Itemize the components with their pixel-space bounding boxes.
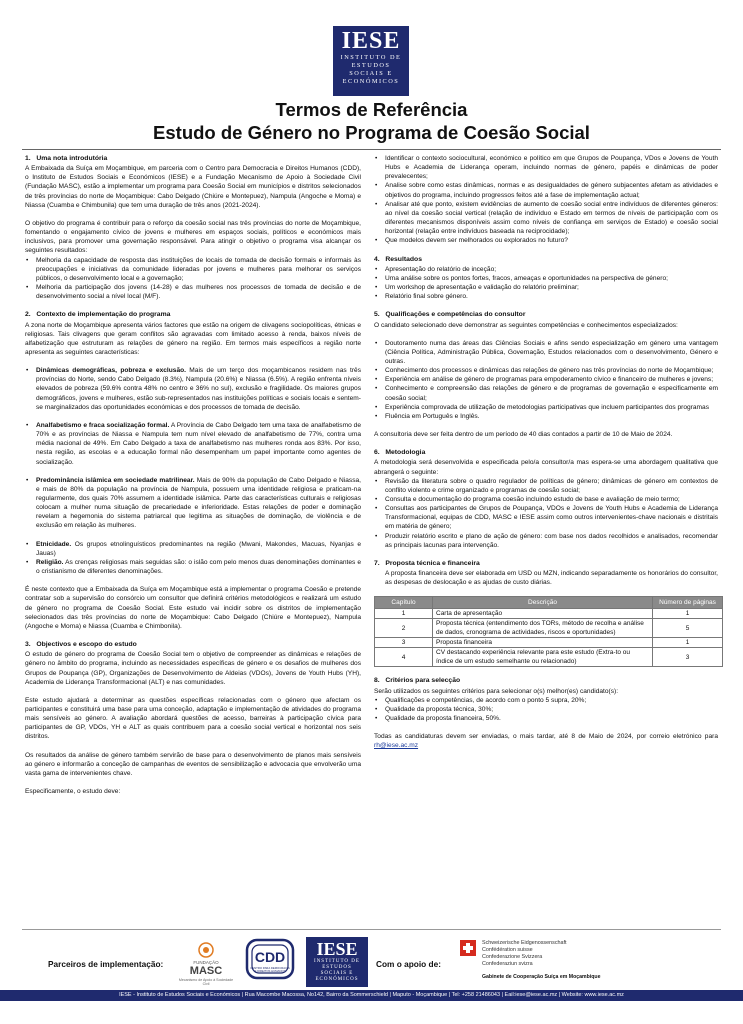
list-item: • Revisão da literatura sobre o quadro regulador de políticas de género; dinâmicas de género em contextos de conflito violento e crime organizado e programas de coesão social; — [374, 477, 718, 495]
table-cell: 1 — [653, 638, 723, 648]
section-heading-6: 6. Metodologia — [374, 449, 426, 457]
document-subtitle: Estudo de Género no Programa de Coesão Social — [153, 122, 590, 143]
paragraph: A zona norte de Moçambique apresenta vários factores que estão na origem de clivagens sociopolíticas, étnicas e religiosas. Tais clivagens que geram conflitos são agravadas com limitado acesso à renda, baixos níveis de alfabetização que estruturam as relações de género na região. Em termos mais específicos a região norte apresenta as seguintes características: — [25, 321, 361, 356]
list-item — [25, 558, 361, 576]
list-item — [25, 476, 361, 531]
list-item: • Doutoramento numa das áreas das Ciências Sociais e afins sendo especialização em género uma vantagem (Ciência Política, Administração Pública, Governação, Estudos relacionados com o desenvolvimento, Género e outras. — [374, 339, 718, 366]
contact-footer: IESE - Instituto de Estudos Sociais e Económicos | Rua Macombe Macossa, No142, Bairro da Sommerschield | Maputo - Moçambique | Tel: +258 21486043 | Eail:iese@iese.ac.mz | Website: www.iese.ac.mz — [0, 990, 743, 1001]
table-cell: 1 — [653, 609, 723, 619]
item-text: A Província de Cabo Delgado tem uma taxa de analfabetismo de 70% e as províncias de Niassa e Nampula tem num nível elevado de analfabetismo de 77%, contra uma média nacional de 49%. Em Cabo Delgado a taxa de analfabetismo nas mulheres ronda aos 83%. Por isso, nesta região, as escolas e a educação formal não desempenham um papel importante como agentes de socialização. — [36, 421, 361, 466]
list-item — [25, 540, 361, 558]
title-rule — [22, 149, 721, 150]
partners-separator — [22, 929, 721, 930]
item-lead: Religião. — [36, 558, 64, 566]
list-item: • Relatório final sobre género. — [374, 292, 718, 301]
iese-acronym: IESE — [316, 939, 358, 959]
section-heading-2: 2. Contexto de implementação do programa — [25, 311, 171, 319]
methodology-list — [374, 477, 718, 550]
paragraph: A Embaixada da Suíça em Moçambique, em parceria com o Centro para Democracia e Direitos Humanos (CDD), o Instituto de Estudos Sociais e Económicos (IESE) e a Fundação Mecanismo de Apoio à Sociedade Civil (Fundação MASC), estão a implementar um programa para Coesão Social em municípios e distritos selecionados de três províncias do norte de Moçambique: Cabo Delgado (Chiúre e Montepuez), Nampula (Angoche e Moma) e Niassa (Cuamba e Chimbunila) que tem uma duração de três anos (2021-2024). — [25, 165, 361, 209]
list-item: • Qualificações e competências, de acordo com o ponto 5 supra, 20%; — [374, 696, 718, 705]
list-item: • Experiência em análise de género de programas para empoderamento cívico e financeiro de mulheres e jovens; — [374, 375, 718, 384]
item-lead: Predominância islâmica em sociedade matrilinear. — [36, 476, 195, 484]
paragraph: O objetivo do programa é contribuir para o reforço da coesão social nas três províncias do norte de Moçambique, fomentando o engajamento cívico de jovens e mulheres em espaços sociais, políticos e económicos mais inclusivos, para promover uma governação responsável. Para atingir o objetivo o programa visa alcançar os seguintes resultados: — [25, 219, 361, 255]
item-lead: Etnicidade. — [36, 540, 72, 548]
paragraph: A metodologia será desenvolvida e especificada pelo/a consultor/a mas espera-se uma abordagem qualitativa que abrangerá o seguinte: — [374, 459, 718, 476]
item-text: Os grupos etnolinguísticos predominantes na região (Mwani, Makondes, Macuas, Nyanjas e Jauas) — [36, 540, 361, 557]
section-heading-1: 1. Uma nota introdutória — [25, 155, 108, 162]
cdd-logo — [244, 938, 296, 984]
characteristics-list — [25, 366, 361, 576]
list-item: • Melhoria da capacidade de resposta das instituições de locais de tomada de decisão formais e informais às preocupações e iniciativas da comunidade lideradas por jovens e mulheres para melhorar os serviços públicos, o desenvolvimento local e a governação; — [25, 256, 361, 283]
logo-line: ESTUDOS — [351, 62, 391, 69]
list-item: • Fluência em Português e Inglês. — [374, 412, 718, 421]
logo-acronym: IESE — [341, 28, 401, 54]
swiss-flag-icon — [460, 940, 476, 956]
table-cell: 3 — [653, 648, 723, 667]
section-heading-4: 4. Resultados — [374, 255, 422, 263]
selection-criteria-list — [374, 696, 718, 723]
table-cell: Proposta técnica (entendimento dos TORs, método de recolha e análise de dados, cronograma de actividades, riscos e oportunidades) — [433, 619, 653, 638]
paragraph: A consultoria deve ser feita dentro de um período de 40 dias contados a partir de 10 de Maio de 2024. — [374, 431, 673, 439]
proposal-table — [374, 596, 723, 667]
paragraph: Especificamente, o estudo deve: — [25, 788, 121, 796]
table-row — [375, 648, 723, 667]
iese-line: INSTITUTO DE — [314, 959, 360, 964]
section-heading-7: 7. Proposta técnica e financeira — [374, 559, 480, 567]
swiss-line: Schweizerische Eidgenossenschaft — [482, 940, 567, 946]
list-item: • Qualidade da proposta financeira, 50%. — [374, 714, 718, 723]
paragraph: Serão utilizados os seguintes critérios para selecionar o(s) melhor(es) candidato(s): — [374, 687, 619, 695]
iese-line: SOCIAIS E — [320, 971, 354, 976]
deadline-text: Todas as candidaturas devem ser enviadas, o mais tardar, até 8 de Maio de 2024, por correio eletrónico para — [374, 733, 718, 741]
swiss-line: Confederaziun svizra — [482, 961, 533, 967]
swiss-line: Confederazione Svizzera — [482, 954, 543, 960]
logo-line: SOCIAIS E — [349, 70, 393, 77]
list-item: • Identificar o contexto sociocultural, económico e político em que Grupos de Poupança, VDos e Jovens de Youth Hubs e Academia de Liderança operam, incluindo normas de género, papéis e dinâmicas de poder prevalecentes; — [374, 154, 718, 181]
table-cell: CV destacando experiência relevante para este estudo (Extra-to ou índice de um estudo semelhante ou relacionado) — [433, 648, 653, 667]
paragraph — [374, 732, 718, 750]
item-lead: Dinâmicas demográficas, pobreza e exclusão. — [36, 367, 186, 375]
list-item: • Melhoria da participação dos jovens (14-28) e das mulheres nos processos de tomada de decisão e de desenvolvimento social a nível local (M/F). — [25, 283, 361, 301]
paragraph: É neste contexto que a Embaixada da Suíça em Moçambique está a implementar o programa Coesão e pretende contratar sob a supervisão do consórcio um consultor que defínirá critérios metodológicos e realizará um estudo de género no programa de Coesão Social. Este estudo vai incidir sobre os distritos de implementação selecionados das três províncias do norte de Moçambique: Cabo Delgado (Chiúre e Montepuez), Nampula (Angoche e Moma) e Niassa (Cuamba e Chimbonila). — [25, 586, 361, 630]
list-item: • Apresentação do relatório de inceção; — [374, 265, 718, 274]
item-text: Mais de um terço dos moçambicanos residem nas três províncias do Norte, sendo Cabo Delgado (8.3%), Nampula (20.6%) e Niassa (6.5%). A região enfrenta níveis elevados de pobreza (59.6% contra 48% no centro e 36% no sul), exclusão e fragilidade. Os maiores grupos demográficos, jovens e mulheres, estão sub-representados nas instituições políticas e sociais locais e sentem-se marginalizados das oportunidades económicas e dos processos de tomada de decisão. — [36, 367, 361, 411]
cdd-tagline: CENTRO PARA DEMOCRACIA E DIREITOS HUMANOS — [250, 966, 290, 974]
logo-line: ECONÓMICOS — [342, 78, 400, 85]
table-cell: Carta de apresentação — [433, 609, 653, 619]
right-column — [374, 154, 718, 751]
document-title: Termos de Referência — [275, 99, 468, 120]
left-column — [25, 154, 361, 796]
swiss-line: Confédération suisse — [482, 947, 533, 953]
column-header: Capítulo — [375, 597, 433, 609]
partners-strip — [0, 936, 743, 988]
support-label: Com o apoio de: — [376, 959, 441, 969]
deliverables-list — [374, 265, 718, 302]
swiss-cooperation-logo — [456, 938, 626, 984]
item-text: Mais de 90% da população de Cabo Delgado e Niassa, e mais de 80% da população na província de Nampula, possuem uma identidade religiosa e praticam-na regularmente, dos quais 70% assumem a identidade islâmica. Parte das características culturais e religiosas colocam a mulher numa situação de precariedade e inferioridade. Estas relações de poder e dominação revelam a hegemonia do sistema patriarcal que legitima as situações de dominação, de violência e de exclusão em relação às mulheres. — [36, 476, 361, 530]
list-item: • Um workshop de apresentação e validação do relatório preliminar; — [374, 283, 718, 292]
table-row — [375, 619, 723, 638]
list-item — [25, 366, 361, 412]
item-lead: Analfabetismo e fraca socialização formal. — [36, 421, 170, 429]
list-item: • Uma análise sobre os pontos fortes, fracos, ameaças e oportunidades na perspectiva de género; — [374, 274, 718, 283]
list-item: • Analise sobre como estas dinâmicas, normas e as desigualdades de género subjacentes afetam as atividades e objetivos do programa, incluindo progressos feitos até a fase de implementação actual; — [374, 181, 718, 199]
list-item: • Analisar até que ponto, existem evidências de aumento de coesão social entre indivíduos de diferentes géneros: ao nível da coesão social vertical (relação de indivíduo e Estado em termos de níveis de participação com os diferentes mecanismos disponíveis assim como níveis de confiança em serviços de Estado) e coesão social horizontal (relação entre indivíduos baseada na reciprocidade); — [374, 200, 718, 237]
list-item: • Conhecimento dos processos e dinâmicas das relações de género nas três províncias do norte de Moçambique; — [374, 366, 718, 375]
table-cell: 5 — [653, 619, 723, 638]
masc-tagline: Mecanismo de Apoio à Sociedade Civil — [178, 978, 234, 986]
paragraph: A proposta financeira deve ser elaborada em USD ou MZN, indicando separadamente os honorários do consultor, as despesas de deslocação e as ajudas de custo diárias. — [385, 570, 718, 587]
results-list — [25, 256, 361, 302]
table-row — [375, 638, 723, 648]
list-item: • Experiência comprovada de utilização de metodologias participativas que incluem participantes dos programas — [374, 403, 718, 412]
table-cell: Proposta financeira — [433, 638, 653, 648]
section-heading-5: 5. Qualificações e competências do consultor — [374, 311, 526, 319]
paragraph: Este estudo ajudará a determinar as questões específicas relacionadas com o género que afectam os participantes e constituirá uma base para uma conceção, adaptação e implementação de atividades do programa mais sensíveis ao género. A avaliação abordará questões de acesso, barreiras à participação cívica para participantes de GP, VDOs, YH e ALT as quais contribuem para a coesão social vertical e horizontal nos seis distritos. — [25, 696, 361, 741]
swiss-office: Gabinete de Cooperação Suíça em Moçambique — [482, 974, 601, 980]
paragraph: Os resultados da análise de género também servirão de base para o desenvolvimento de planos mais sensíveis ao género e informarão a conceção de campanhas de eventos de sensibilização e advocacia que envolverão uma vasta gama de intervenientes chave. — [25, 751, 361, 777]
item-text: As crenças religiosas mais seguidas são: o islão com pelo menos duas denominações dominantes e o cristianismo de diferentes denominações. — [36, 558, 361, 576]
masc-prefix: FUNDAÇÃO — [193, 960, 219, 965]
iese-partner-logo — [306, 937, 368, 987]
section-heading-8: 8. Critérios para selecção — [374, 677, 461, 685]
iese-line: ESTUDOS — [322, 965, 352, 970]
table-header-row — [375, 597, 723, 609]
masc-logo — [178, 942, 234, 986]
list-item: • Que modelos devem ser melhorados ou explorados no futuro? — [374, 236, 718, 245]
study-objectives-list — [374, 154, 718, 246]
list-item: • Produzir relatório escrito e plano de ação de género: com base nos dados recolhidos e analisados, recomendar as principais lacunas para intervenção. — [374, 532, 718, 550]
masc-name: MASC — [189, 965, 223, 977]
paragraph: O estudo de género do programa de Coesão Social tem o objetivo de compreender as dinâmicas e relações de género no âmbito do programa, incluindo as necessidades específicas de género e os desafios de mulheres dos Grupos de Poupança (GP), Organizações de Desenvolvimento de Aldeias (VDOs), Jovens de Youth Hubs (YH), Academia de Liderança Transformacional (ALT) e nas comunidades. — [25, 651, 361, 686]
qualifications-list — [374, 339, 718, 421]
table-cell: 3 — [375, 638, 433, 648]
paragraph: O candidato selecionado deve demonstrar as seguintes competências e conhecimentos especializados: — [374, 321, 678, 329]
column-header: Descrição — [433, 597, 653, 609]
list-item — [25, 421, 361, 467]
table-cell: 4 — [375, 648, 433, 667]
column-header: Número de páginas — [653, 597, 723, 609]
cdd-name: CDD — [254, 949, 286, 965]
list-item: • Consultas aos participantes de Grupos de Poupança, VDOs e Jovens de Youth Hubs e Academia de Liderança Transformacional, equipas de CDD, MASC e IESE assim como outros intervenientes-chave nacionais e distritais em matéria de género; — [374, 504, 718, 531]
list-item: • Consulta e documentação do programa coesão incluindo estudo de base e avaliação de meio termo; — [374, 495, 718, 504]
table-cell: 2 — [375, 619, 433, 638]
list-item: • Qualidade da proposta técnica, 30%; — [374, 705, 718, 714]
email-link[interactable]: rh@iese.ac.mz — [374, 742, 419, 750]
table-cell: 1 — [375, 609, 433, 619]
swiss-names — [482, 940, 567, 968]
section-heading-3: 3. Objectivos e escopo do estudo — [25, 641, 137, 649]
partners-label: Parceiros de implementação: — [48, 959, 164, 969]
iese-line: ECONÓMICOS — [315, 977, 359, 982]
list-item: • Conhecimento e compreensão das relações de género e de programas de governação e especificamente em coesão social; — [374, 384, 718, 402]
logo-line: INSTITUTO DE — [340, 54, 402, 61]
table-row — [375, 609, 723, 619]
iese-logo — [333, 26, 409, 96]
